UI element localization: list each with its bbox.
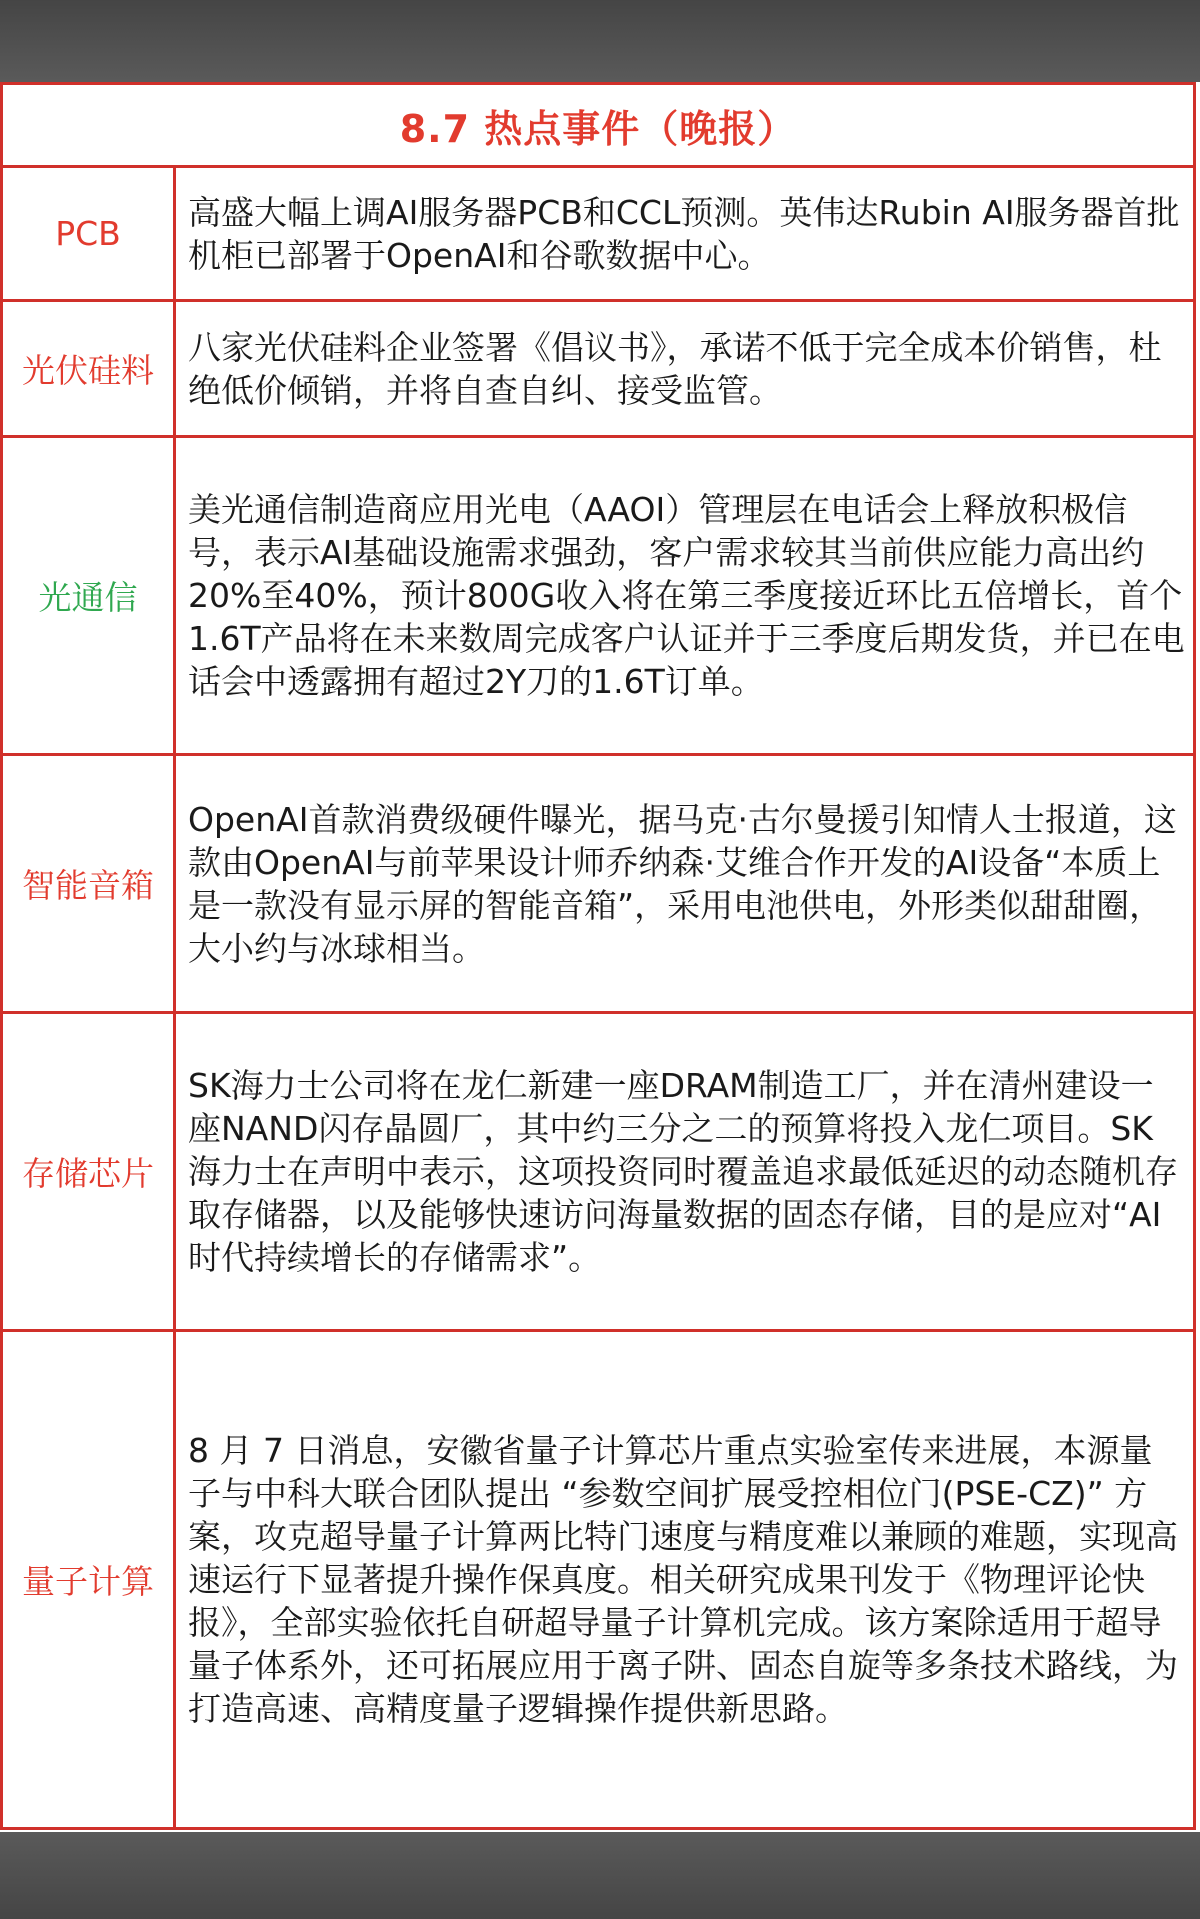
news-text: 八家光伏硅料企业签署《倡议书》，承诺不低于完全成本价销售，杜绝低价倾销，并将自查自纠、接受监管。 [188, 327, 1162, 410]
category-label: 智能音箱 [3, 756, 176, 1011]
table-row-quantum-computing [3, 1332, 1193, 1827]
news-sheet [0, 82, 1200, 1832]
table-row-smart-speaker [3, 756, 1193, 1014]
news-text: 8 月 7 日消息，安徽省量子计算芯片重点实验室传来进展，本源量子与中科大联合团队提出 “参数空间扩展受控相位门(PSE-CZ)” 方案，攻克超导量子计算两比特门速度与精度难以兼顾的难题，实现高速运行下显著提升操作保真度。相关研究成果刊发于《物理评论快报》，全部实验依托自研超导量子计算机完成。该方案除适用于超导量子体系外，还可拓展应用于离子阱、固态自旋等多条技术路线，为打造高速、高精度量子逻辑操作提供新思路。 [188, 1431, 1178, 1728]
table-title-row [3, 85, 1193, 168]
top-dark-band [0, 0, 1200, 82]
page-title: 8.7 热点事件（晚报） [399, 106, 797, 151]
news-text: OpenAI首款消费级硬件曝光，据马克·古尔曼援引知情人士报道，这款由OpenAI与前苹果设计师乔纳森·艾维合作开发的AI设备“本质上是一款没有显示屏的智能音箱”，采用电池供电，外形类似甜甜圈，大小约与冰球相当。 [188, 799, 1177, 968]
table-row-optical-comm [3, 438, 1193, 756]
category-label: 存储芯片 [3, 1014, 176, 1329]
bottom-dark-band [0, 1832, 1200, 1919]
news-text: SK海力士公司将在龙仁新建一座DRAM制造工厂，并在清州建设一座NAND闪存晶圆厂，其中约三分之二的预算将投入龙仁项目。SK海力士在声明中表示，这项投资同时覆盖追求最低延迟的动态随机存取存储器，以及能够快速访问海量数据的固态存储，目的是应对“AI时代持续增长的存储需求”。 [188, 1066, 1178, 1277]
table-row-solar-silicon [3, 302, 1193, 438]
news-text: 高盛大幅上调AI服务器PCB和CCL预测。英伟达Rubin AI服务器首批机柜已部署于OpenAI和谷歌数据中心。 [188, 192, 1180, 275]
category-label: 量子计算 [3, 1332, 176, 1827]
category-label: 光通信 [3, 438, 176, 753]
category-label: PCB [3, 168, 176, 299]
news-text: 美光通信制造商应用光电（AAOI）管理层在电话会上释放积极信号，表示AI基础设施需求强劲，客户需求较其当前供应能力高出约20%至40%，预计800G收入将在第三季度接近环比五倍增长，首个1.6T产品将在未来数周完成客户认证并于三季度后期发货，并已在电话会中透露拥有超过2Y刀的1.6T订单。 [188, 490, 1185, 701]
category-label: 光伏硅料 [3, 302, 176, 435]
table-row-pcb [3, 168, 1193, 302]
hot-events-table [0, 82, 1196, 1830]
table-row-memory-chip [3, 1014, 1193, 1332]
